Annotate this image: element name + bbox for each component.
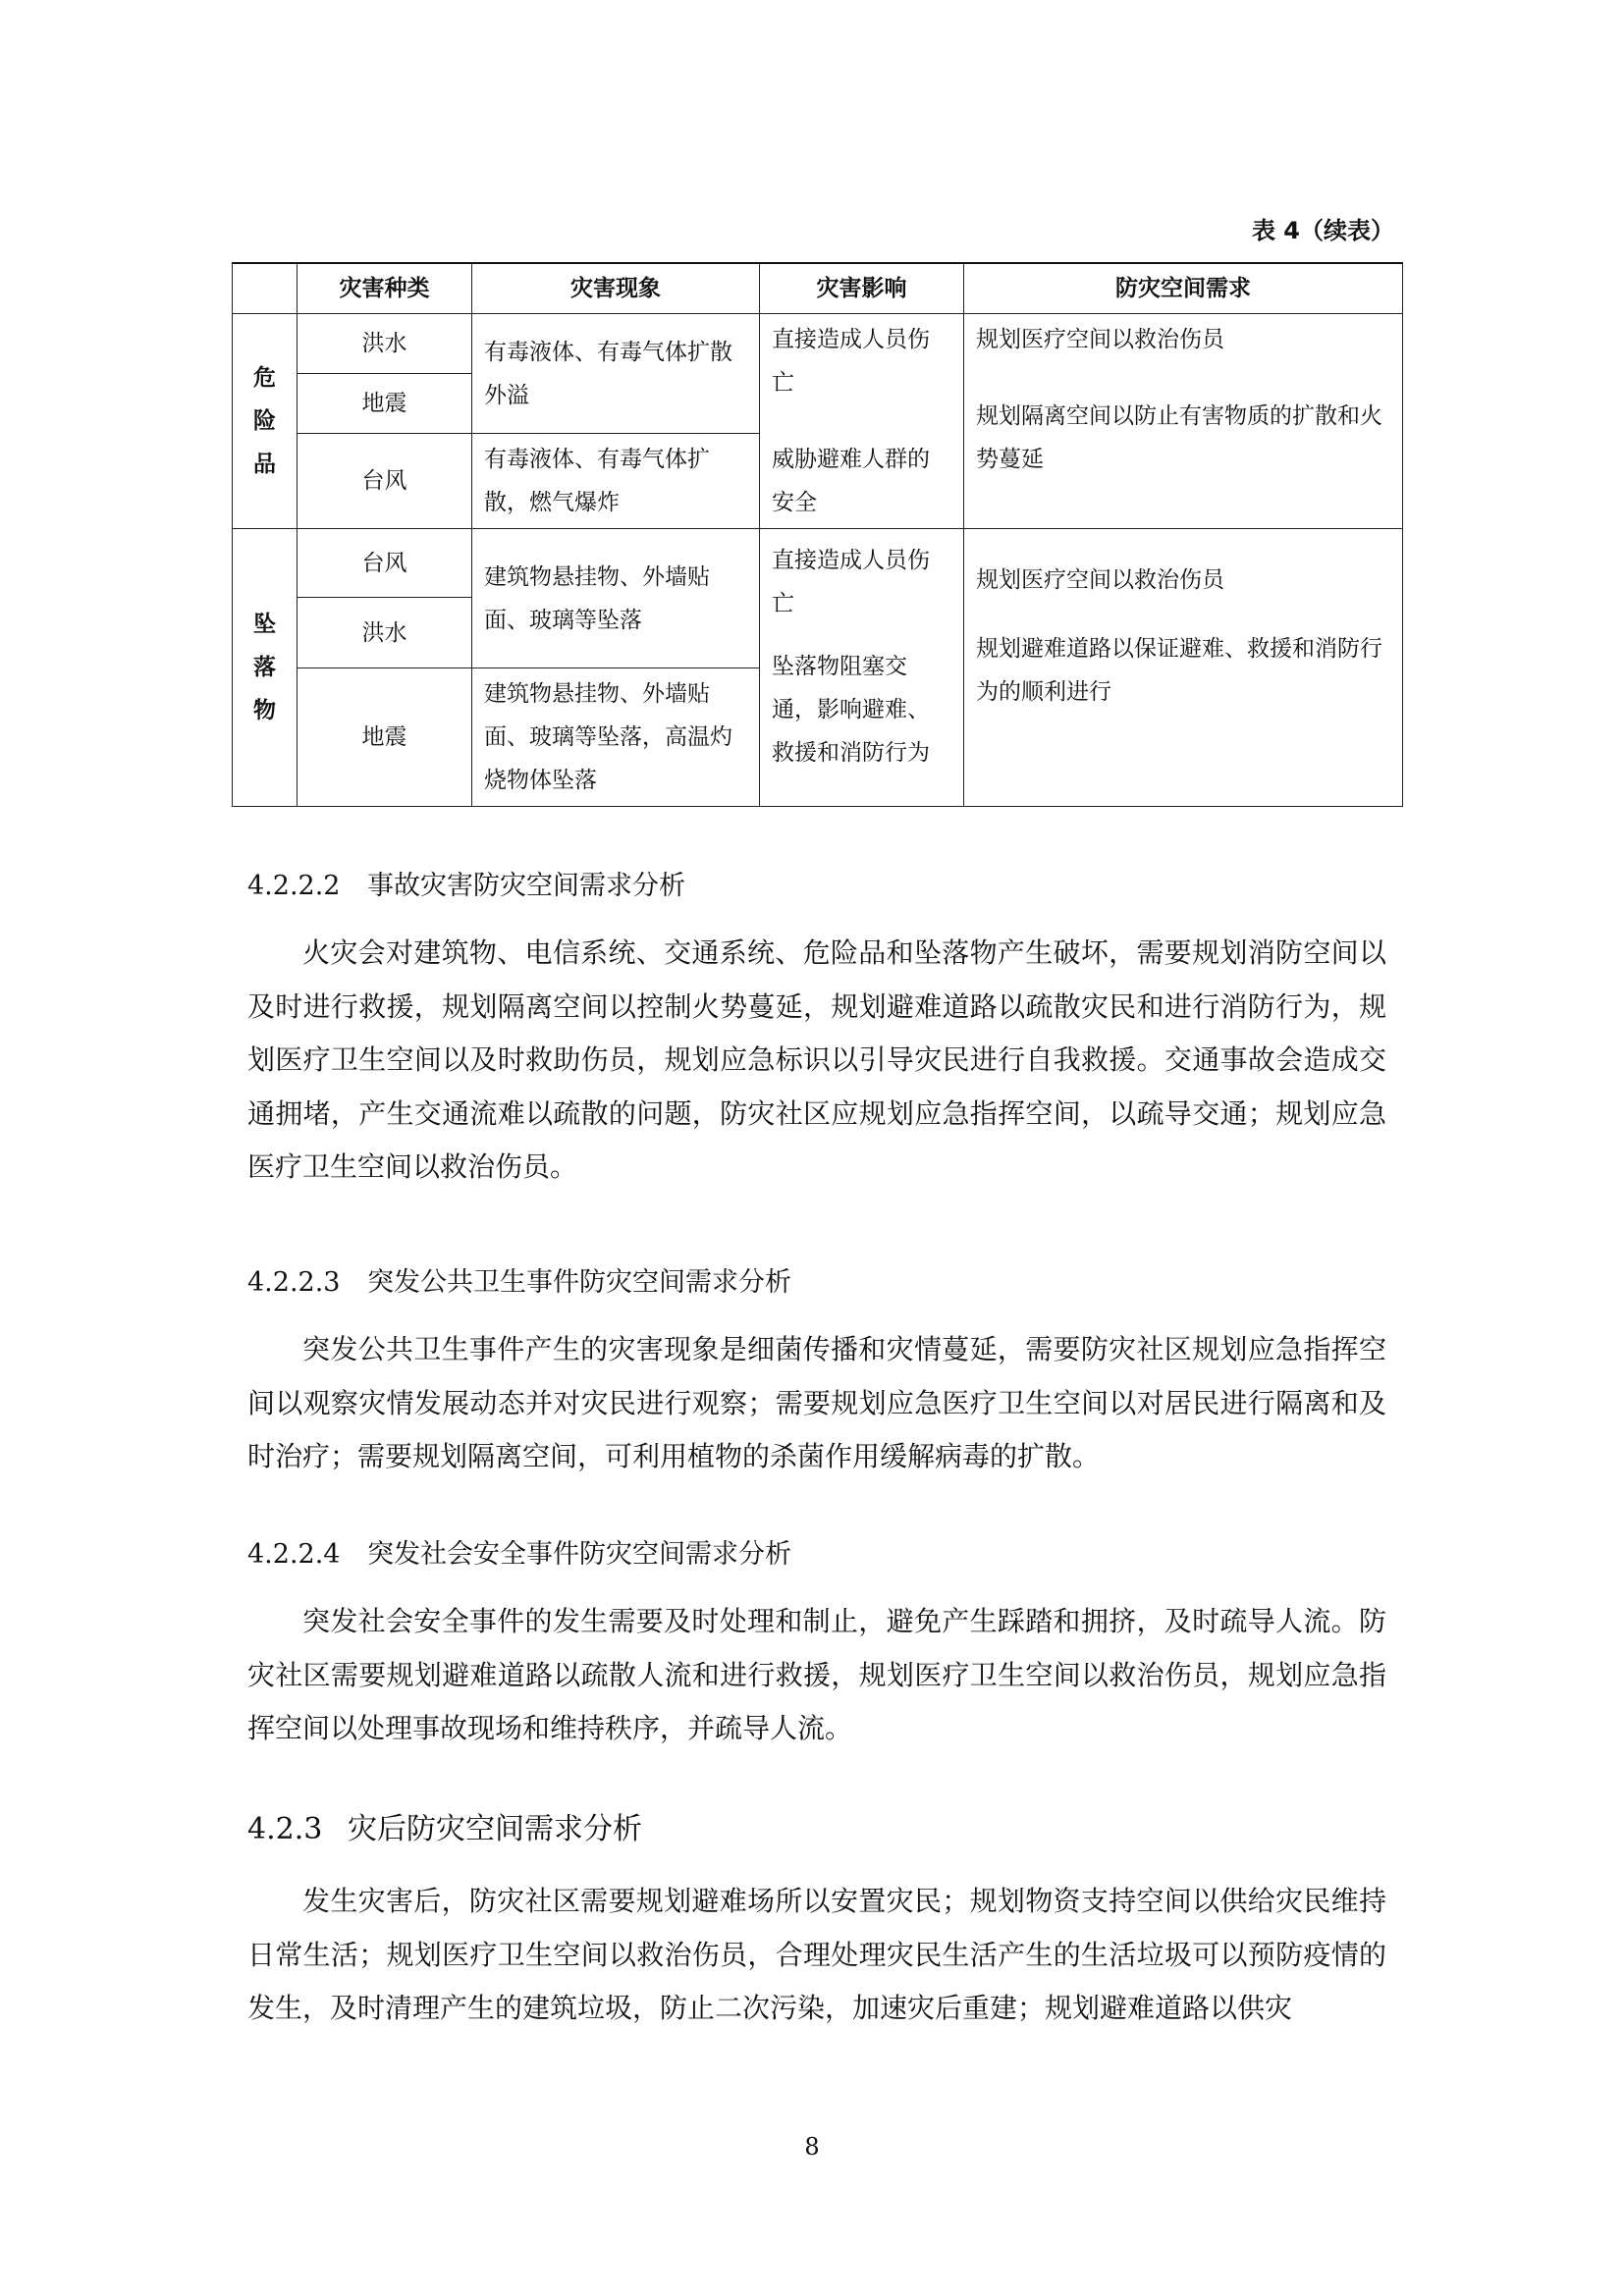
- need-text: 规划隔离空间以防止有害物质的扩散和火势蔓延: [976, 403, 1382, 472]
- type-cell: 地震: [298, 668, 472, 807]
- section-title: 突发社会安全事件防灾空间需求分析: [367, 1539, 791, 1570]
- phenomenon-cell: 建筑物悬挂物、外墙贴面、玻璃等坠落: [472, 529, 760, 668]
- need-text: 规划医疗空间以救治伤员: [976, 567, 1224, 593]
- section-body: 突发社会安全事件的发生需要及时处理和制止，避免产生踩踏和拥挤，及时疏导人流。防灾社区需要规划避难道路以疏散人流和进行救援，规划医疗卫生空间以救治伤员，规划应急指挥空间以处理事故现场和维持秩序，并疏导人流。: [247, 1605, 1386, 1744]
- type-cell: 台风: [298, 529, 472, 598]
- table-header-cell: 灾害种类: [298, 263, 472, 314]
- section-heading: [247, 864, 685, 902]
- effect-text: 直接造成人员伤亡: [772, 548, 930, 616]
- table-header-cell: [233, 263, 298, 314]
- section-body: 火灾会对建筑物、电信系统、交通系统、危险品和坠落物产生破坏，需要规划消防空间以及时进行救援，规划隔离空间以控制火势蔓延，规划避难道路以疏散灾民和进行消防行为，规划医疗卫生空间以及时救助伤员，规划应急标识以引导灾民进行自我救援。交通事故会造成交通拥堵，产生交通流难以疏散的问题，防灾社区应规划应急指挥空间，以疏导交通；规划应急医疗卫生空间以救治伤员。: [247, 936, 1386, 1183]
- section-body: 突发公共卫生事件产生的灾害现象是细菌传播和灾情蔓延，需要防灾社区规划应急指挥空间以观察灾情发展动态并对灾民进行观察；需要规划应急医疗卫生空间以对居民进行隔离和及时治疗；需要规划隔离空间，可利用植物的杀菌作用缓解病毒的扩散。: [247, 1333, 1386, 1472]
- category-cell: 坠落物: [233, 529, 298, 807]
- need-text: 规划避难道路以保证避难、救援和消防行为的顺利进行: [976, 636, 1382, 705]
- section-heading: [247, 1532, 791, 1571]
- phenomenon-cell: 有毒液体、有毒气体扩散，燃气爆炸: [472, 434, 760, 529]
- section-heading: [247, 1260, 791, 1299]
- section-heading: [247, 1804, 642, 1847]
- type-cell: 洪水: [298, 598, 472, 668]
- phenomenon-cell: 建筑物悬挂物、外墙贴面、玻璃等坠落，高温灼烧物体坠落: [472, 668, 760, 807]
- type-cell: 地震: [298, 374, 472, 434]
- effect-text: 直接造成人员伤亡: [772, 327, 930, 396]
- section-number: 4.2.2.2: [247, 871, 341, 901]
- table-header-row: [233, 263, 1403, 314]
- section-number: 4.2.2.4: [247, 1539, 341, 1570]
- table-header-cell: 灾害现象: [472, 263, 760, 314]
- table-caption: 表 4（续表）: [1251, 217, 1394, 244]
- effect-cell: [760, 529, 964, 807]
- page-number: 8: [804, 2133, 820, 2161]
- table-header-cell: 防灾空间需求: [964, 263, 1403, 314]
- section-title: 灾后防灾空间需求分析: [348, 1812, 642, 1846]
- section-body: 发生灾害后，防灾社区需要规划避难场所以安置灾民；规划物资支持空间以供给灾民维持日常生活；规划医疗卫生空间以救治伤员，合理处理灾民生活产生的生活垃圾可以预防疫情的发生，及时清理产生的建筑垃圾，防止二次污染，加速灾后重建；规划避难道路以供灾: [247, 1885, 1386, 2024]
- effect-cell: [760, 314, 964, 529]
- phenomenon-cell: 有毒液体、有毒气体扩散外溢: [472, 314, 760, 434]
- section-title: 事故灾害防灾空间需求分析: [367, 871, 685, 901]
- section-title: 突发公共卫生事件防灾空间需求分析: [367, 1267, 791, 1298]
- need-cell: [964, 529, 1403, 807]
- effect-text: 威胁避难人群的安全: [772, 447, 930, 515]
- need-text: 规划医疗空间以救治伤员: [976, 327, 1224, 352]
- disaster-table: [232, 262, 1403, 807]
- type-cell: 台风: [298, 434, 472, 529]
- table-row: [233, 529, 1403, 598]
- section-number: 4.2.3: [247, 1812, 323, 1846]
- table-header-cell: 灾害影响: [760, 263, 964, 314]
- type-cell: 洪水: [298, 314, 472, 374]
- table-row: [233, 314, 1403, 374]
- category-cell: 危险品: [233, 314, 298, 529]
- section-number: 4.2.2.3: [247, 1267, 341, 1298]
- need-cell: [964, 314, 1403, 529]
- effect-text: 坠落物阻塞交通，影响避难、救援和消防行为: [772, 654, 930, 766]
